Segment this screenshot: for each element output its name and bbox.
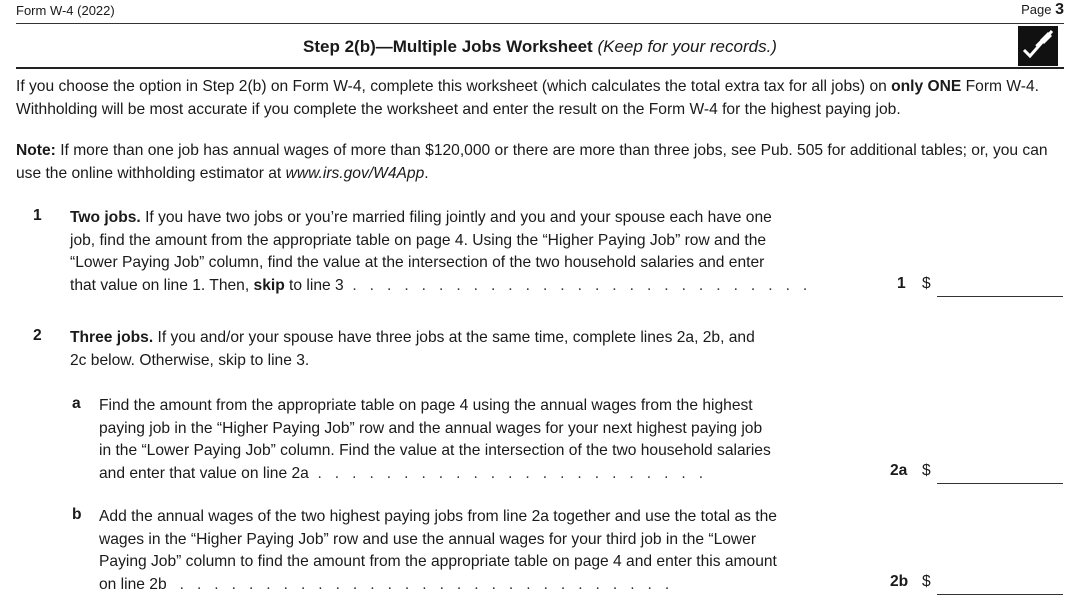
- pen-checkmark-icon: [1018, 26, 1058, 66]
- intro-text-after: Form W-4. Withholding will be most accurate if you complete the worksheet and enter the result on the Form W-4 for the highest paying job.: [16, 78, 1039, 118]
- line2a-label: 2a: [890, 462, 908, 479]
- line2b-row3: Paying Job” column to find the amount from the appropriate table on page 4 and enter this amount: [99, 553, 777, 570]
- intro-bold: only ONE: [891, 78, 962, 95]
- title-note: (Keep for your records.): [597, 37, 777, 56]
- line2a-row4: and enter that value on line 2a: [99, 464, 309, 482]
- page-number: [1021, 1, 1064, 19]
- line2a-letter: a: [72, 395, 81, 412]
- line2a-row2: paying job in the “Higher Paying Job” row and the annual wages for your next highest paying job: [99, 419, 763, 437]
- note-text: If more than one job has annual wages of more than $120,000 or there are more than three jobs, see Pub. 505 for additional tables; or, you can use the online withholding estimator at: [16, 142, 1048, 182]
- line1-instructions: [70, 207, 870, 297]
- title-rule: [16, 67, 1064, 69]
- line2b-dollar: $: [922, 573, 931, 590]
- line1-row1: If you have two jobs or you’re married filing jointly and you and your spouse each have one: [140, 209, 772, 226]
- line2a-dollar: $: [922, 462, 931, 479]
- line2b-instructions: [99, 506, 889, 596]
- line1-number: 1: [33, 207, 42, 224]
- line1-row4c: to line 3: [284, 276, 344, 294]
- line2-heading: Three jobs.: [70, 329, 154, 346]
- intro-text-before: If you choose the option in Step 2(b) on Form W-4, complete this worksheet (which calculates the total extra tax for all jobs) on: [16, 78, 892, 95]
- line2a-row1: Find the amount from the appropriate table on page 4 using the annual wages from the highest: [99, 397, 753, 414]
- worksheet-title: [0, 37, 1080, 57]
- leader-dots: . . . . . . . . . . . . . . . . . . . . . . . . . . .: [343, 276, 808, 294]
- note-label: Note:: [16, 142, 56, 159]
- line2-row1: If you and/or your spouse have three jobs at the same time, complete lines 2a, 2b, and: [153, 329, 755, 346]
- line1-label: 1: [897, 275, 906, 292]
- line2b-amount-field[interactable]: [937, 594, 1063, 595]
- line2-instructions: [70, 327, 890, 372]
- page-number-value: 3: [1055, 1, 1064, 18]
- header-rule: [16, 23, 1064, 24]
- line1-amount-field[interactable]: [937, 296, 1063, 297]
- leader-dots: . . . . . . . . . . . . . . . . . . . . . . . . . . . . .: [166, 575, 670, 593]
- line2a-row3: in the “Lower Paying Job” column. Find the value at the intersection of the two household salaries: [99, 442, 771, 459]
- note-url: www.irs.gov/W4App: [285, 164, 425, 182]
- line2b-letter: b: [72, 506, 82, 523]
- note-paragraph: [16, 140, 1066, 185]
- note-end: .: [424, 164, 429, 182]
- line1-skip: skip: [253, 276, 285, 294]
- line1-row2: job, find the amount from the appropriate table on page 4. Using the “Higher Paying Job” row and the: [70, 231, 767, 249]
- line2a-instructions: [99, 395, 889, 485]
- line2a-amount-field[interactable]: [937, 483, 1063, 484]
- line2-number: 2: [33, 327, 42, 344]
- line2b-row1: Add the annual wages of the two highest paying jobs from line 2a together and use the total as the: [99, 508, 777, 525]
- line2b-row4: on line 2b: [99, 575, 167, 593]
- title-main: Step 2(b)—Multiple Jobs Worksheet: [303, 37, 593, 56]
- line2b-row2: wages in the “Higher Paying Job” row and use the annual wages for your third job in the “Lower: [99, 530, 757, 548]
- line1-dollar: $: [922, 275, 931, 292]
- page-word: Page: [1021, 2, 1052, 17]
- line1-heading: Two jobs.: [70, 209, 141, 226]
- leader-dots: . . . . . . . . . . . . . . . . . . . . . . .: [308, 464, 704, 482]
- intro-paragraph: [16, 76, 1066, 121]
- line2-row2: 2c below. Otherwise, skip to line 3.: [70, 351, 310, 369]
- form-name: Form W-4 (2022): [16, 3, 115, 18]
- line1-row4a: that value on line 1. Then,: [70, 276, 254, 294]
- line2b-label: 2b: [890, 573, 909, 590]
- line1-row3: “Lower Paying Job” column, find the value at the intersection of the two household salaries and enter: [70, 254, 765, 271]
